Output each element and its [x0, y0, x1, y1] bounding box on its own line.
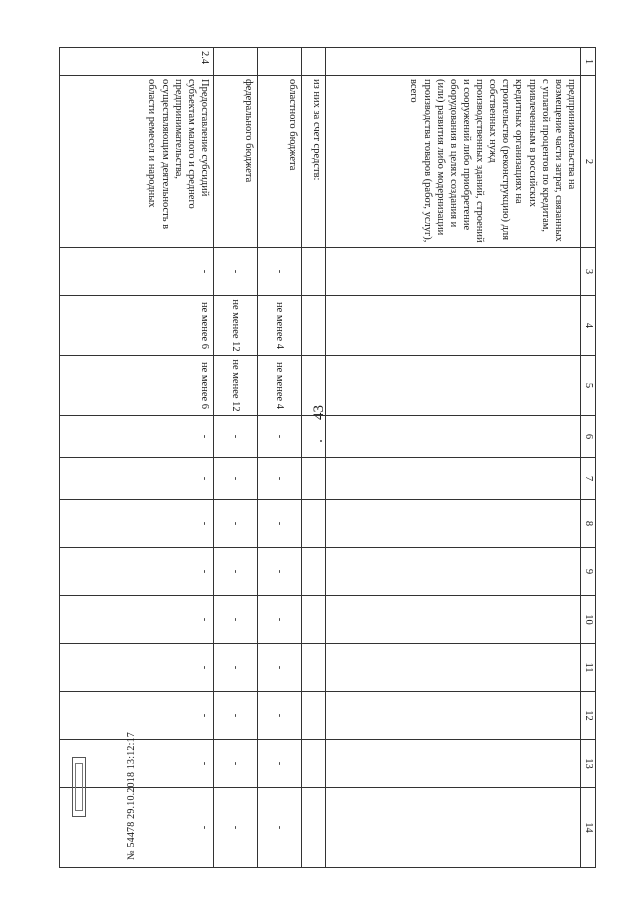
table-cell: -	[257, 248, 301, 296]
table-cell	[326, 248, 581, 296]
table-cell: -	[257, 500, 301, 548]
table-cell: -	[213, 458, 257, 500]
table-cell: -	[60, 416, 214, 458]
header-cell-2: 2	[581, 76, 596, 248]
registration-stamp-text: № 54478 29.10.2018 13:12:17	[126, 732, 137, 860]
header-cell-1: 1	[581, 48, 596, 76]
row-number-cell	[301, 48, 325, 76]
header-cell-4: 4	[581, 296, 596, 356]
table-cell	[326, 644, 581, 692]
table-cell: -	[257, 788, 301, 868]
table-cell: -	[213, 644, 257, 692]
header-cell-3: 3	[581, 248, 596, 296]
row-name-cell: областного бюджета	[257, 76, 301, 248]
table-cell	[326, 500, 581, 548]
table-cell	[301, 296, 325, 356]
page-number: 43	[311, 405, 327, 420]
table-cell: не менее 12	[213, 296, 257, 356]
header-cell-9: 9	[581, 548, 596, 596]
data-table	[59, 47, 596, 868]
table-cell	[301, 644, 325, 692]
table-cell: не менее 4	[257, 356, 301, 416]
table-cell	[301, 596, 325, 644]
table-row	[326, 48, 581, 868]
table-cell	[301, 248, 325, 296]
table-cell: -	[257, 692, 301, 740]
table-cell	[301, 548, 325, 596]
table-cell: -	[60, 596, 214, 644]
header-cell-5: 5	[581, 356, 596, 416]
table-cell	[301, 788, 325, 868]
table-cell	[301, 416, 325, 458]
registry-logo	[72, 757, 86, 817]
table-cell: -	[213, 740, 257, 788]
table-cell: -	[60, 740, 214, 788]
table-cell: -	[257, 644, 301, 692]
table-cell	[301, 692, 325, 740]
row-number-cell	[213, 48, 257, 76]
table-row	[213, 48, 257, 868]
table-cell	[301, 356, 325, 416]
table-cell	[326, 548, 581, 596]
header-cell-12: 12	[581, 692, 596, 740]
table-cell: -	[257, 596, 301, 644]
row-name-cell: из них за счет средств:	[301, 76, 325, 248]
table-cell	[326, 458, 581, 500]
table-cell: -	[257, 548, 301, 596]
table-cell: -	[213, 788, 257, 868]
header-cell-13: 13	[581, 740, 596, 788]
row-name-cell: федерального бюджета	[213, 76, 257, 248]
header-cell-6: 6	[581, 416, 596, 458]
table-cell	[326, 740, 581, 788]
table-row	[301, 48, 325, 868]
header-cell-7: 7	[581, 458, 596, 500]
table-cell: не менее 6	[60, 296, 214, 356]
table-cell	[301, 740, 325, 788]
table-cell: -	[257, 458, 301, 500]
table-cell: -	[257, 416, 301, 458]
table-cell: -	[60, 248, 214, 296]
table-cell	[326, 296, 581, 356]
table-cell: -	[60, 692, 214, 740]
table-cell: -	[60, 458, 214, 500]
header-cell-10: 10	[581, 596, 596, 644]
header-cell-8: 8	[581, 500, 596, 548]
table-cell: не менее 12	[213, 356, 257, 416]
table-cell: -	[213, 692, 257, 740]
table-cell	[326, 356, 581, 416]
row-number-cell	[257, 48, 301, 76]
header-row	[581, 48, 596, 868]
table-cell	[301, 458, 325, 500]
table-row	[257, 48, 301, 868]
table-cell: -	[213, 248, 257, 296]
row-number-cell: 2.4	[60, 48, 214, 76]
table-cell	[326, 596, 581, 644]
table-cell: -	[60, 548, 214, 596]
table-cell	[326, 692, 581, 740]
table-cell: -	[213, 500, 257, 548]
table-cell: -	[213, 548, 257, 596]
data-table-container	[59, 47, 596, 833]
table-cell: -	[60, 644, 214, 692]
table-cell	[301, 500, 325, 548]
table-cell: не менее 6	[60, 356, 214, 416]
table-cell: -	[257, 740, 301, 788]
header-cell-14: 14	[581, 788, 596, 868]
row-name-cell: Предоставление субсидий субъектам малого и среднего предпринимательства, осуществляющим деятельность в области ремесел и народных	[60, 76, 214, 248]
table-cell: не менее 4	[257, 296, 301, 356]
table-cell: -	[60, 500, 214, 548]
row-name-cell: предпринимательства на возмещение части затрат, связанных с уплатой процентов по кредитам, привлеченным в российских кредитных организациях на строительство (реконструкцию) для собственных нужд производственных зданий, строений и сооружений либо приобретение оборудования в целях создания и (или) развития либо модернизации производства товаров (работ, услуг), всего	[326, 76, 581, 248]
table-cell: -	[213, 416, 257, 458]
header-cell-11: 11	[581, 644, 596, 692]
row-number-cell	[326, 48, 581, 76]
table-cell: -	[213, 596, 257, 644]
table-cell: -	[60, 788, 214, 868]
table-cell	[326, 416, 581, 458]
table-cell	[326, 788, 581, 868]
